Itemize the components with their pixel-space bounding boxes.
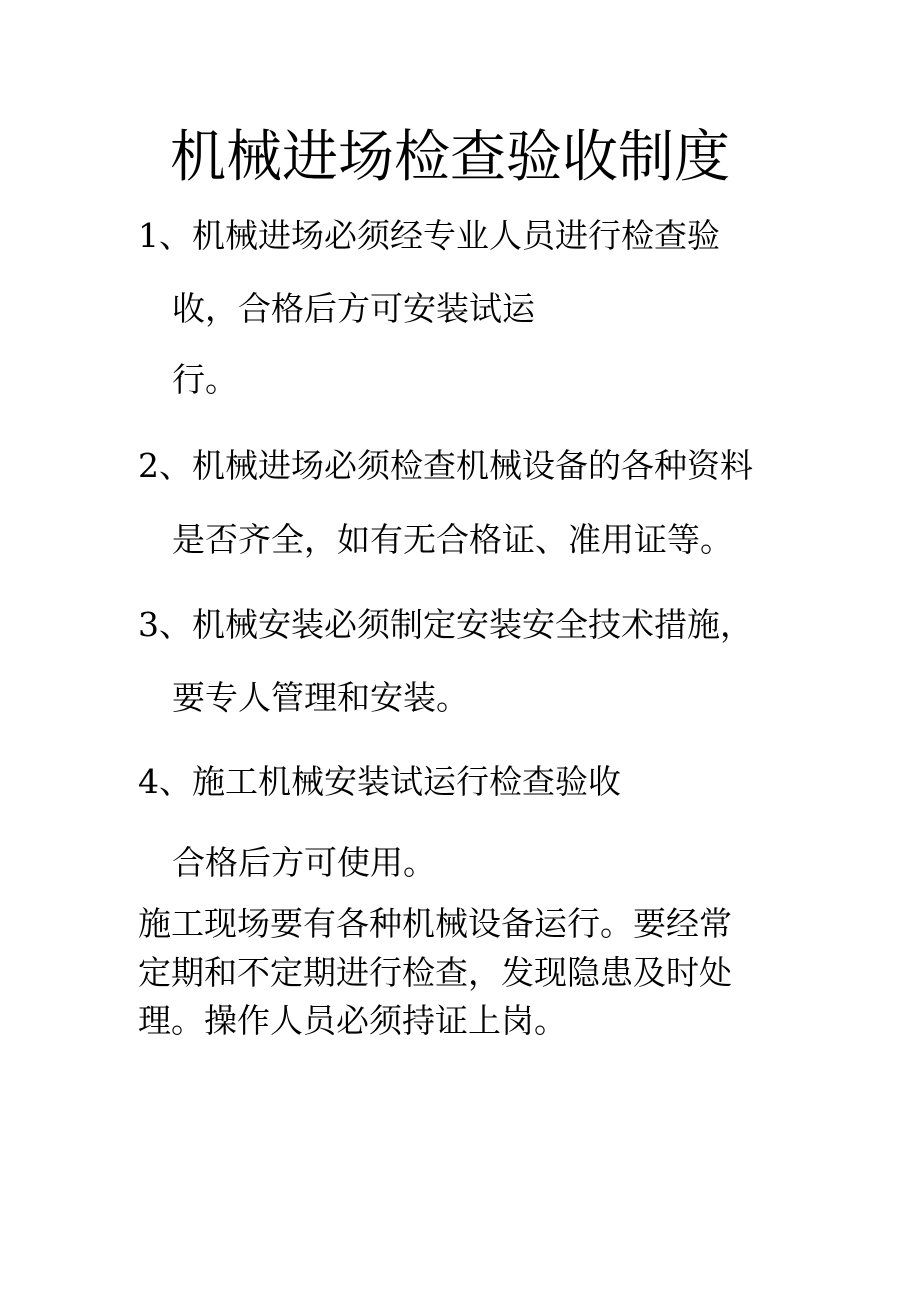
item-1-line-2: 收，合格后方可安装试运 — [172, 289, 535, 328]
item-4-line-2: 合格后方可使用。 — [172, 843, 436, 882]
closing-line-3: 理。操作人员必须持证上岗。 — [138, 1001, 567, 1040]
item-1-line-1: 1、机械进场必须经专业人员进行检查验 — [138, 216, 720, 255]
item-4-line-1: 4、施工机械安装试运行检查验收 — [138, 762, 621, 801]
item-2-line-2: 是否齐全，如有无合格证、准用证等。 — [172, 520, 733, 559]
item-1-line-3: 行。 — [172, 360, 238, 399]
closing-line-2: 定期和不定期进行检查，发现隐患及时处 — [138, 953, 732, 992]
item-3-line-2: 要专人管理和安装。 — [172, 678, 469, 717]
closing-line-1: 施工现场要有各种机械设备运行。要经常 — [138, 904, 732, 943]
item-3-line-1: 3、机械安装必须制定安装安全技术措施， — [138, 605, 753, 644]
item-2-line-1: 2、机械进场必须检查机械设备的各种资料 — [138, 446, 753, 485]
document-title: 机械进场检查验收制度 — [170, 125, 730, 190]
